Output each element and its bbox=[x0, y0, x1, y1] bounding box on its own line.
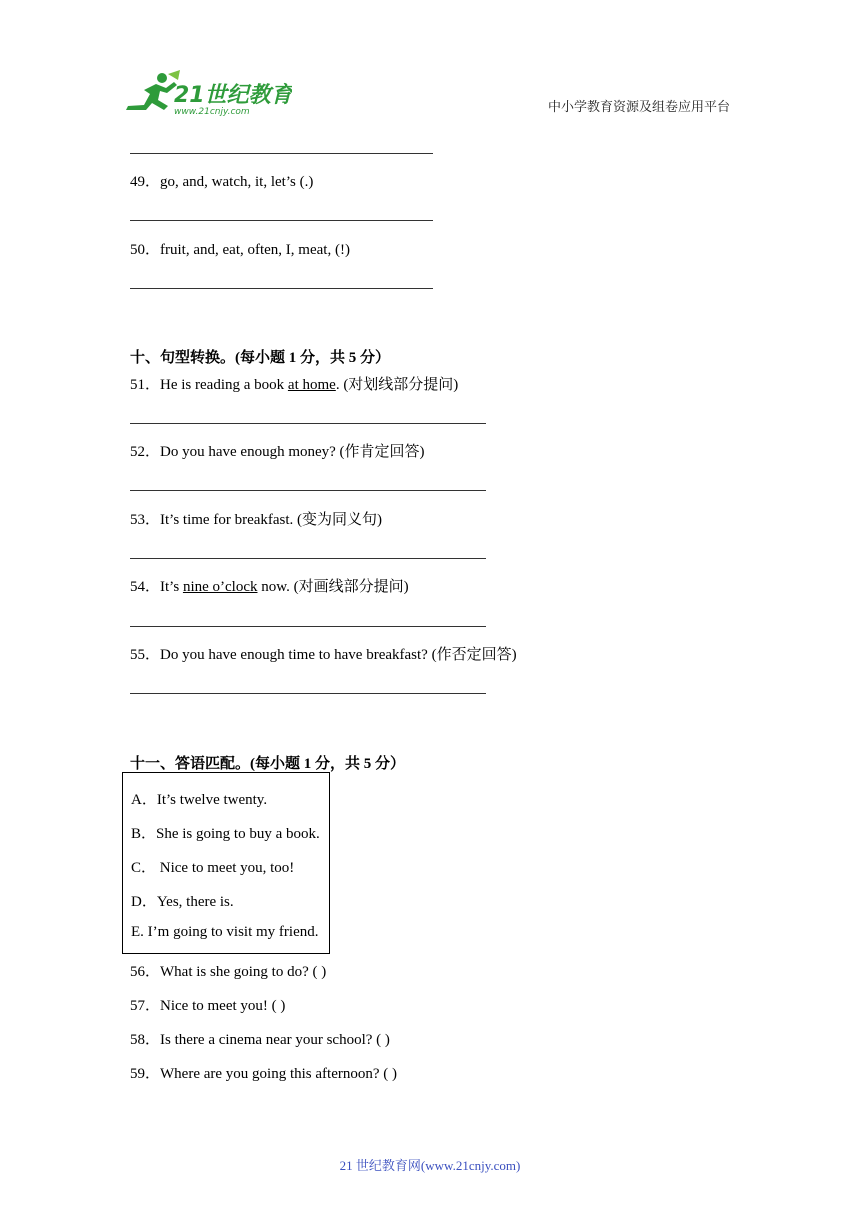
question-number: 50． bbox=[130, 242, 161, 258]
question-text: It’s time for breakfast. (变为同义句) bbox=[160, 512, 383, 528]
question-text: What is she going to do? ( ) bbox=[160, 964, 327, 980]
question-number: 52． bbox=[130, 444, 161, 460]
question-text: Do you have enough time to have breakfast? (作否定回答) bbox=[160, 647, 517, 663]
option-b: B．She is going to buy a book. bbox=[131, 826, 320, 842]
svg-text:21世纪教育: 21世纪教育 bbox=[174, 83, 292, 108]
answer-line[interactable] bbox=[130, 626, 486, 627]
question-text: It’s bbox=[160, 579, 183, 595]
question-instruction: now. (对画线部分提问) bbox=[257, 579, 409, 595]
question-text: Nice to meet you! ( ) bbox=[160, 998, 286, 1014]
answer-line[interactable] bbox=[130, 490, 486, 491]
question-52 bbox=[130, 443, 425, 461]
question-55 bbox=[130, 646, 517, 664]
question-53 bbox=[130, 511, 382, 529]
question-number: 59． bbox=[130, 1066, 161, 1082]
answer-line[interactable] bbox=[130, 220, 433, 221]
svg-text:www.21cnjy.com: www.21cnjy.com bbox=[174, 107, 250, 117]
question-number: 58． bbox=[130, 1032, 161, 1048]
question-number: 49． bbox=[130, 174, 161, 190]
answer-line[interactable] bbox=[130, 288, 433, 289]
footer-link[interactable]: 21 世纪教育网(www.21cnjy.com) bbox=[339, 1158, 521, 1173]
question-text: He is reading a book bbox=[160, 377, 288, 393]
underlined-phrase: nine o’clock bbox=[182, 579, 258, 595]
option-c: C． Nice to meet you, too! bbox=[131, 860, 295, 876]
question-number: 53． bbox=[130, 512, 161, 528]
option-d: D．Yes, there is. bbox=[131, 894, 234, 910]
question-56 bbox=[130, 963, 326, 981]
section-title: 十、句型转换。(每小题 1 分，共 5 分） bbox=[130, 350, 390, 366]
answer-line[interactable] bbox=[130, 153, 433, 154]
question-number: 56． bbox=[130, 964, 161, 980]
question-54 bbox=[130, 578, 409, 596]
question-57 bbox=[130, 997, 285, 1015]
section-title: 十一、答语匹配。(每小题 1 分，共 5 分） bbox=[130, 756, 405, 772]
question-number: 55． bbox=[130, 647, 161, 663]
question-text: fruit, and, eat, often, I, meat, (!) bbox=[160, 242, 350, 258]
brand-logo bbox=[122, 70, 292, 118]
question-58 bbox=[130, 1031, 390, 1049]
question-49 bbox=[130, 173, 313, 191]
question-50 bbox=[130, 241, 350, 259]
header-platform-text: 中小学教育资源及组卷应用平台 bbox=[547, 99, 730, 114]
question-number: 54． bbox=[130, 579, 161, 595]
answer-line[interactable] bbox=[130, 423, 486, 424]
answer-line[interactable] bbox=[130, 558, 486, 559]
option-e: E. I’m going to visit my friend. bbox=[131, 924, 319, 940]
question-59 bbox=[130, 1065, 397, 1083]
question-text: Do you have enough money? (作肯定回答) bbox=[160, 444, 425, 460]
question-text: Where are you going this afternoon? ( ) bbox=[160, 1066, 398, 1082]
option-a: A．It’s twelve twenty. bbox=[131, 792, 268, 808]
options-box bbox=[122, 772, 330, 954]
question-text: go, and, watch, it, let’s (.) bbox=[160, 174, 314, 190]
question-text: Is there a cinema near your school? ( ) bbox=[160, 1032, 390, 1048]
question-51 bbox=[130, 376, 458, 394]
question-number: 57． bbox=[130, 998, 161, 1014]
underlined-phrase: at home bbox=[287, 377, 336, 393]
question-number: 51． bbox=[130, 377, 161, 393]
answer-line[interactable] bbox=[130, 693, 486, 694]
runner-icon bbox=[122, 70, 292, 118]
question-instruction: . (对划线部分提问) bbox=[335, 377, 459, 393]
